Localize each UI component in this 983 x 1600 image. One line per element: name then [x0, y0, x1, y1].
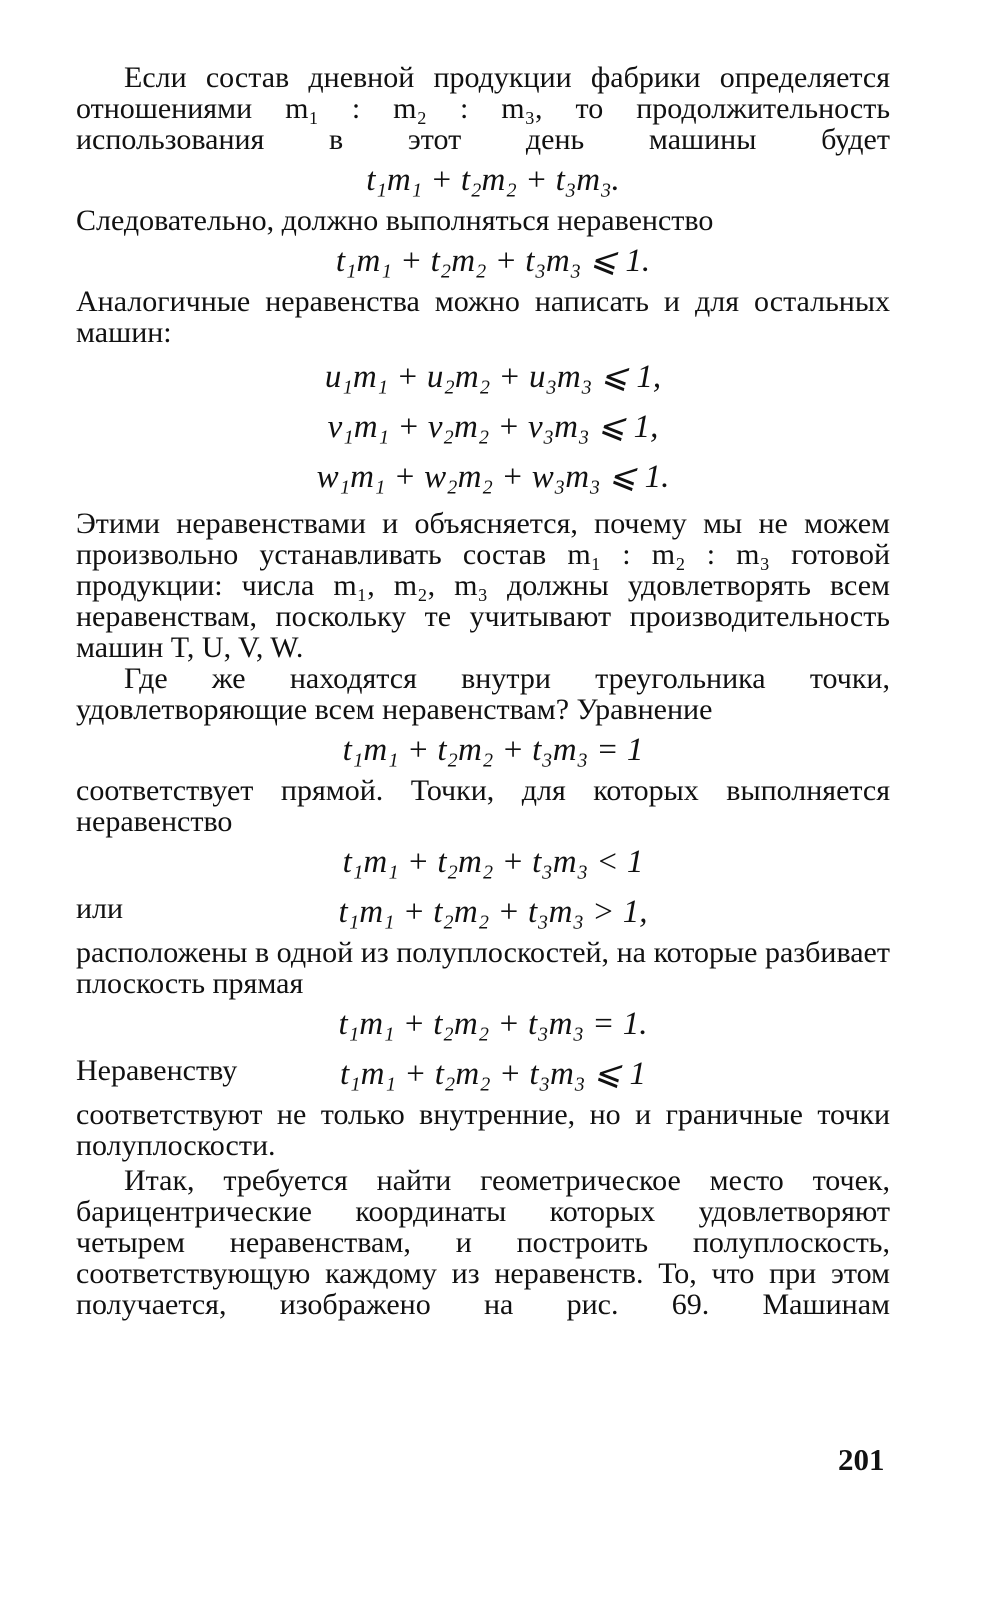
equation: u₁m₁ + u₂m₂ + u₃m₃ ⩽ 1, — [324, 359, 662, 395]
equation: t₁m₁ + t₂m₂ + t₃m₃ > 1, — [338, 894, 648, 930]
text-label: Неравенству — [76, 1054, 238, 1087]
equation: t₁m₁ + t₂m₂ + t₃m₃ ⩽ 1 — [339, 1056, 647, 1092]
equation: t₁m₁ + t₂m₂ + t₃m₃ = 1. — [338, 1006, 648, 1042]
equation: t₁m₁ + t₂m₂ + t₃m₃ = 1 — [342, 732, 644, 768]
paragraph: Итак, требуется найти геометрическое место точек, барицентрические координаты которых удовлетворяют четырем неравенствам, и построить полуплоскость, соответствующую каждому из неравенств. То, что при этом получается, изображено на рис. 69. Машинам — [76, 1164, 890, 1321]
text-label: или — [76, 892, 124, 925]
equation: t₁m₁ + t₂m₂ + t₃m₃ < 1 — [342, 844, 644, 880]
equation: t₁m₁ + t₂m₂ + t₃m₃. — [366, 162, 620, 198]
page-body — [76, 62, 890, 1320]
paragraph: Где же находятся внутри треугольника точки, удовлетворяющие всем неравенствам? Уравнение — [76, 662, 890, 726]
paragraph: расположены в одной из полуплоскостей, на которые разбивает плоскость прямая — [76, 936, 890, 1000]
paragraph: соответствует прямой. Точки, для которых выполняется неравенство — [76, 774, 890, 838]
paragraph: Этими неравенствами и объясняется, почему мы не можем произвольно устанавливать состав m₁ : m₂ : m₃ готовой продукции: числа m₁, m₂, m₃ должны удовлетворять всем неравенствам, поскольку те учитывают производительность машин T, U, V, W. — [76, 507, 890, 664]
paragraph: Если состав дневной продукции фабрики определяется отношениями m₁ : m₂ : m₃, то продолжительность использования в этот день машины будет — [76, 61, 890, 156]
paragraph: Аналогичные неравенства можно написать и для остальных машин: — [76, 285, 890, 349]
paragraph: соответствуют не только внутренние, но и граничные точки полуплоскости. — [76, 1098, 890, 1162]
page-number: 201 — [838, 1442, 885, 1477]
equation: v₁m₁ + v₂m₂ + v₃m₃ ⩽ 1, — [327, 409, 659, 445]
paragraph: Следовательно, должно выполняться неравенство — [76, 204, 714, 237]
equation: w₁m₁ + w₂m₂ + w₃m₃ ⩽ 1. — [316, 459, 670, 495]
equation: t₁m₁ + t₂m₂ + t₃m₃ ⩽ 1. — [335, 243, 651, 279]
